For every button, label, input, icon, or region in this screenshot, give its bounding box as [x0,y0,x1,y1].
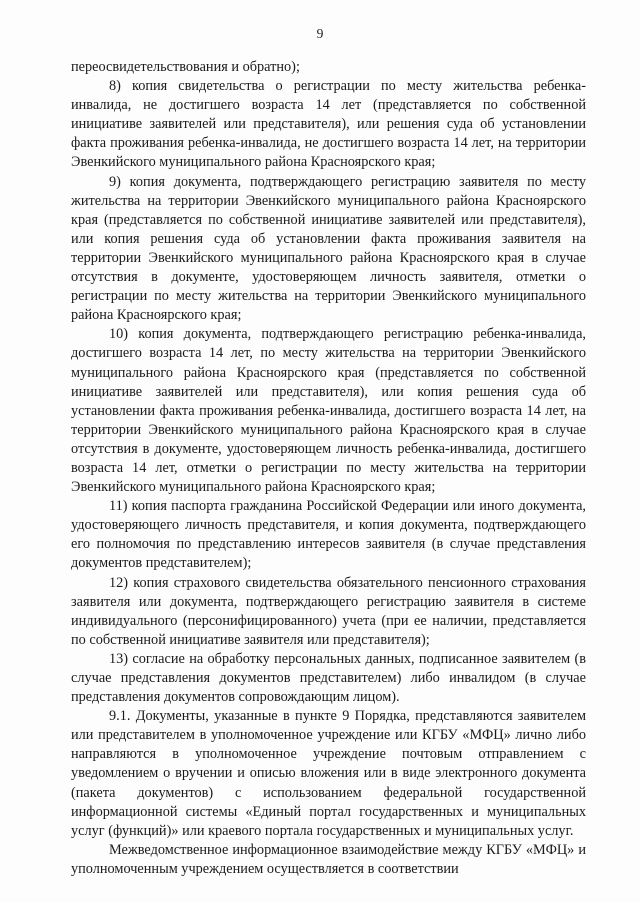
paragraph-item-10: 10) копия документа, подтверждающего регистрацию ребенка-инвалида, достигшего возраста 14 лет, по месту жительства на территории Эвенкийского муниципального района Красноярского края (представляется по собственной инициативе заявителей или представителя), или копия решения суда об установлении факта проживания ребенка-инвалида, достигшего возраста 14 лет, на территории Эвенкийского муниципального района Красноярского края в случае отсутствия в документе, удостоверяющем личность ребенка-инвалида, достигшего возраста 14 лет, отметки о регистрации по месту жительства на территории Эвенкийского муниципального района Красноярского края; [71,326,586,496]
paragraph-item-11: 11) копия паспорта гражданина Российской Федерации или иного документа, удостоверяющего личность представителя, и копия документа, подтверждающего его полномочия по представлению интересов заявителя (в случае представления документов представителем); [71,498,586,572]
paragraph-continuation: переосвидетельствования и обратно); [71,59,300,75]
paragraph-section-9-1: 9.1. Документы, указанные в пункте 9 Порядка, представляются заявителем или представителем в уполномоченное учреждение или КГБУ «МФЦ» лично либо направляются в уполномоченное учреждение почтовым отправлением с уведомлением о вручении и описью вложения или в виде электронного документа (пакета документов) с использованием федеральной государственной информационной системы «Единый портал государственных и муниципальных услуг (функций)» или краевого портала государственных и муниципальных услуг. [71,708,586,839]
paragraph-interagency: Межведомственное информационное взаимодействие между КГБУ «МФЦ» и уполномоченным учреждением осуществляется в соответствии [71,841,586,877]
page-number: 9 [316,26,324,41]
paragraph-item-13: 13) согласие на обработку персональных данных, подписанное заявителем (в случае представления документов представителем) либо инвалидом (в случае представления документов сопровождающим лицом). [71,650,586,706]
document-body [71,58,586,879]
paragraph-item-9: 9) копия документа, подтверждающего регистрацию заявителя по месту жительства на территории Эвенкийского муниципального района Красноярского края (представляется по собственной инициативе заявителей или представителя), или копия решения суда об установлении факта проживания заявителя на территории Эвенкийского муниципального района Красноярского края в случае отсутствия в документе, удостоверяющем личность заявителя, отметки о регистрации по месту жительства на территории Эвенкийского муниципального района Красноярского края; [71,173,586,324]
paragraph-item-8: 8) копия свидетельства о регистрации по месту жительства ребенка-инвалида, не достигшего возраста 14 лет (представляется по собственной инициативе заявителей или представителя), или решения суда об установлении факта проживания ребенка-инвалида, не достигшего возраста 14 лет, на территории Эвенкийского муниципального района Красноярского края; [71,78,586,171]
paragraph-item-12: 12) копия страхового свидетельства обязательного пенсионного страхования заявителя или документа, подтверждающего регистрацию заявителя в системе индивидуального (персонифицированного) учета (при ее наличии, представляется по собственной инициативе заявителя или представителя); [71,574,586,648]
